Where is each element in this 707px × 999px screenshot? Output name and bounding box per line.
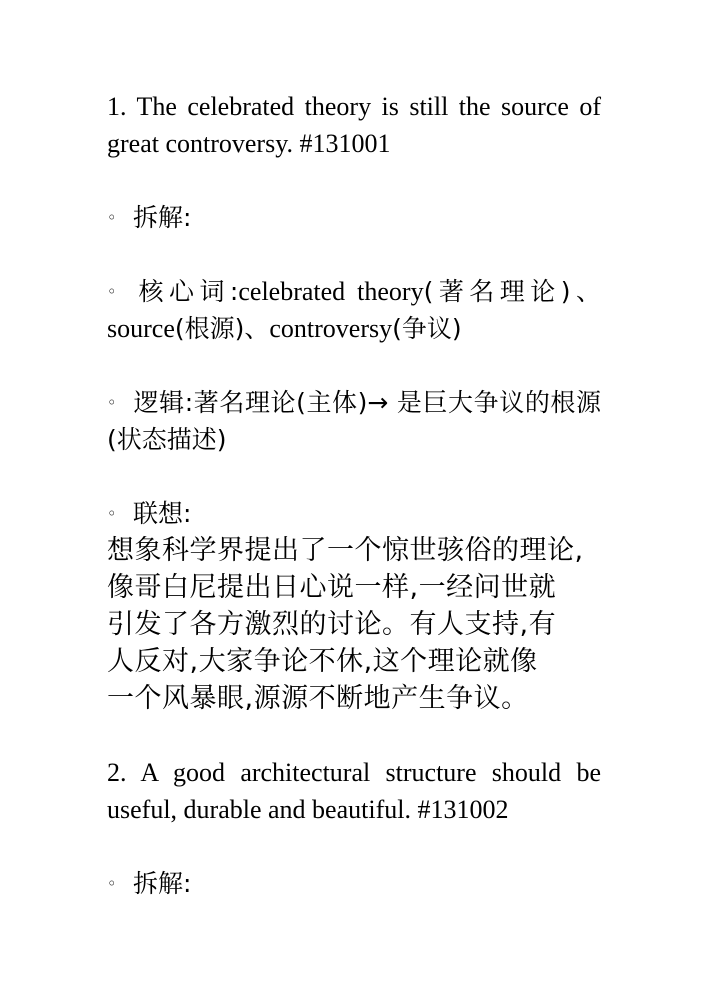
bullet-icon: ◦ (107, 208, 117, 227)
logic-text: 逻辑:著名理论(主体)→ 是巨大争议的根源(状态描述) (107, 388, 601, 454)
breakdown-label: 拆解: (133, 203, 192, 232)
bullet-icon: ◦ (107, 874, 117, 893)
core-word-en: controversy (269, 314, 393, 343)
core-word-en: celebrated theory (238, 277, 424, 306)
association-line: 人反对,大家争论不休,这个理论就像 (107, 646, 538, 677)
core-word-en: source (107, 314, 175, 343)
bullet-icon: ◦ (107, 393, 117, 412)
logic-1 (107, 384, 601, 458)
breakdown-heading-1 (107, 199, 601, 236)
bullet-icon: ◦ (107, 282, 117, 301)
core-word-zh: (争议) (392, 314, 462, 343)
association-line: 想象科学界提出了一个惊世骇俗的理论, (107, 535, 584, 566)
breakdown-heading-2 (107, 865, 601, 902)
core-word-zh: (根源)、 (174, 314, 270, 343)
sentence-1: 1. The celebrated theory is still the source of great controversy. #131001 (107, 92, 601, 158)
core-word-zh: (著名理论)、 (423, 277, 601, 306)
association-label: 联想: (133, 499, 192, 528)
sentence-2: 2. A good architectural structure should be useful, durable and beautiful. #131002 (107, 758, 601, 824)
association-heading-1 (107, 495, 601, 532)
core-label: 核心词: (133, 277, 239, 306)
bullet-icon: ◦ (107, 504, 117, 523)
association-line: 引发了各方激烈的讨论。有人支持,有 (107, 609, 557, 640)
document-body (107, 88, 601, 902)
association-text-1 (107, 532, 601, 717)
association-line: 一个风暴眼,源源不断地产生争议。 (107, 683, 529, 714)
association-line: 像哥白尼提出日心说一样,一经问世就 (107, 572, 557, 603)
breakdown-label: 拆解: (133, 869, 192, 898)
core-words-1 (107, 273, 601, 347)
